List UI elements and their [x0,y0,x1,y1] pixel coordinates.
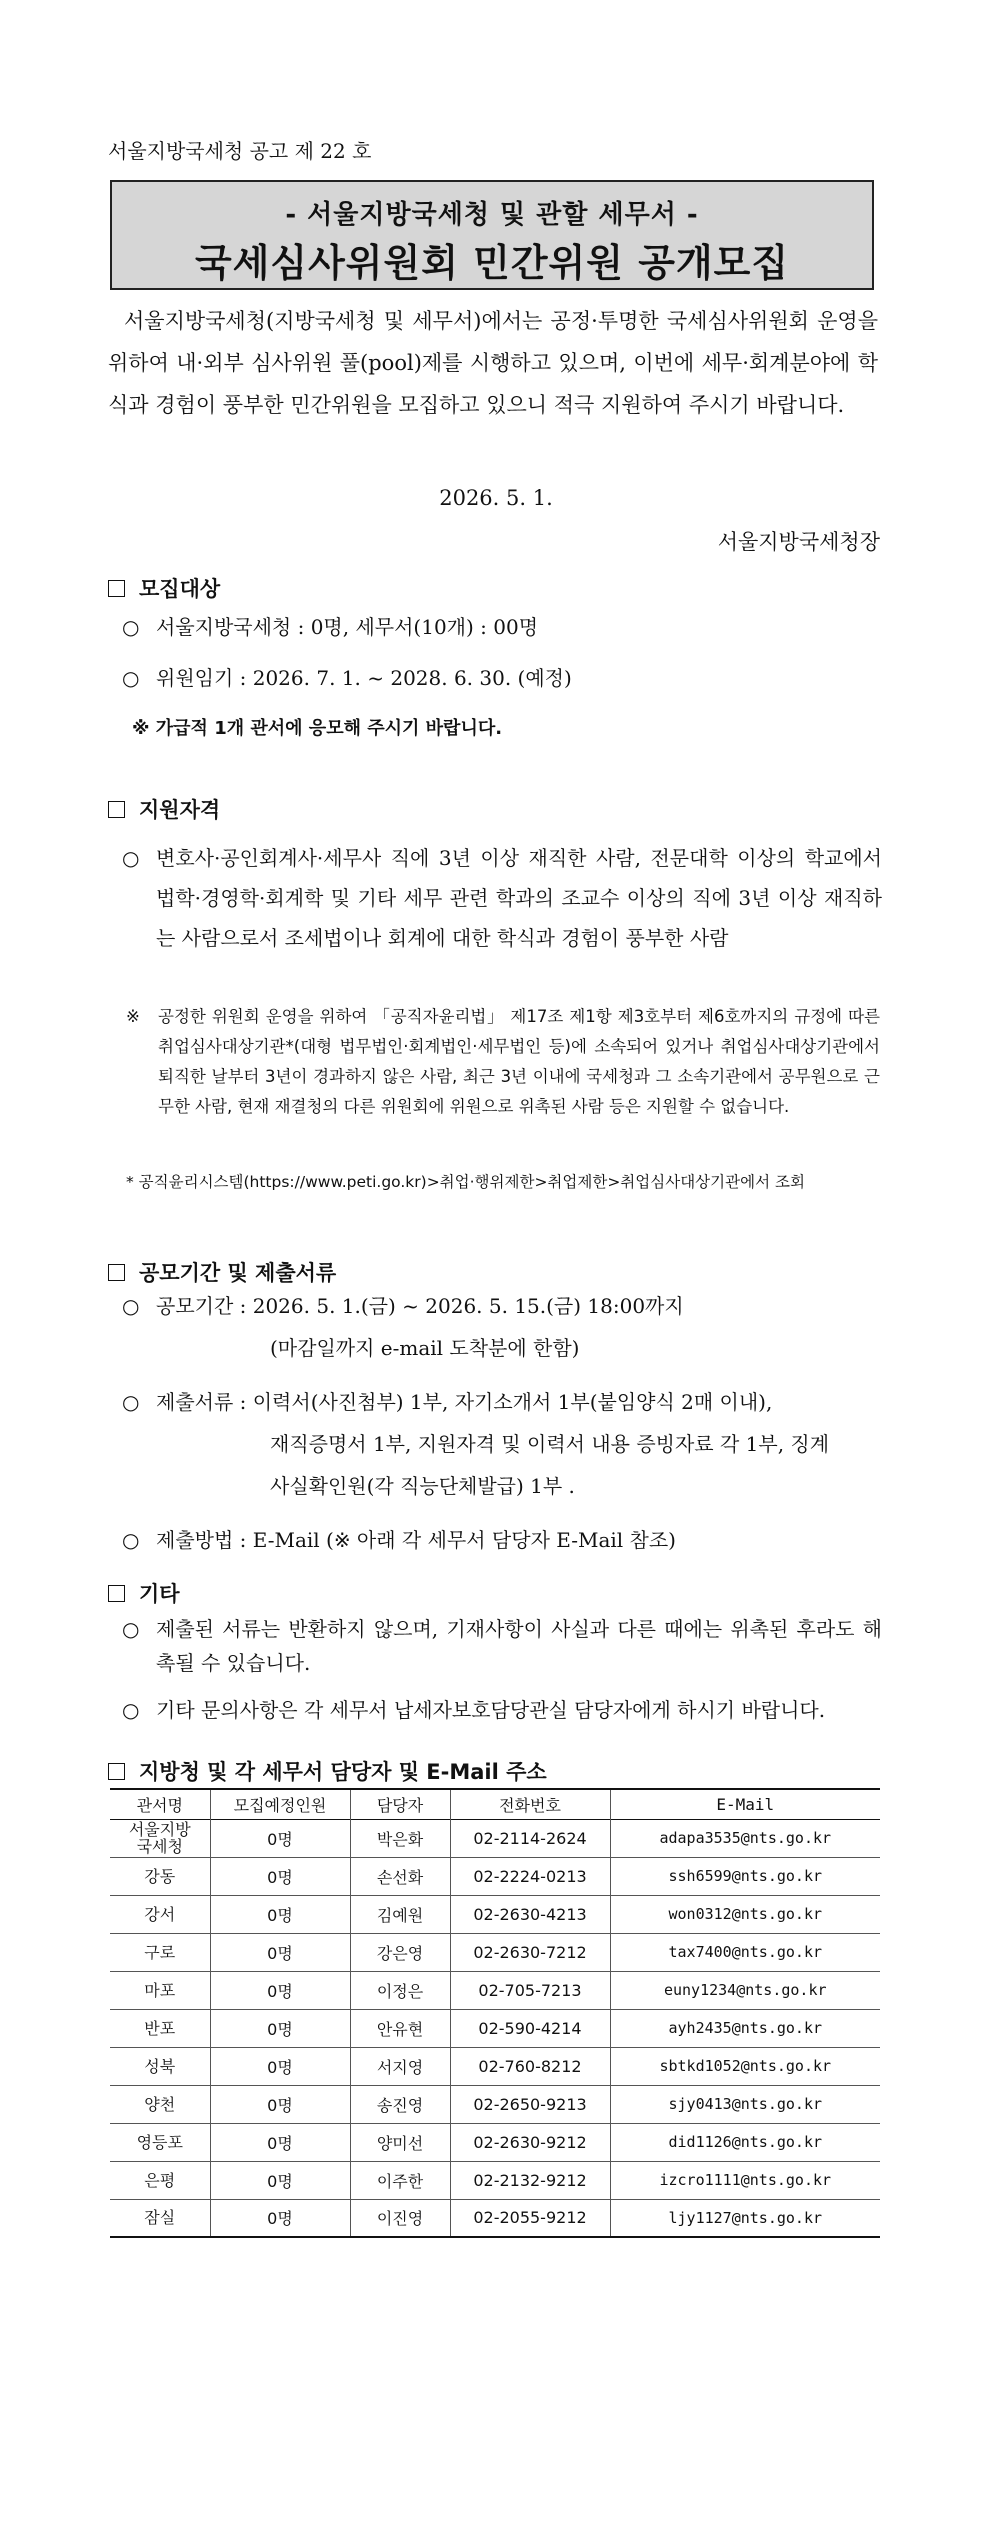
email-cell: tax7400@nts.go.kr [610,1933,880,1971]
email-cell: ljy1127@nts.go.kr [610,2199,880,2237]
column-header: 관서명 [136,1795,183,1815]
section-etc-heading [108,1578,180,1608]
period-value: 2026. 5. 1.(금) ~ 2026. 5. 15.(금) 18:00까지 [252,1294,684,1318]
period-label: 공모기간 [156,1294,234,1318]
docs-line: 재직증명서 1부, 지원자격 및 이력서 내용 증빙자료 각 1부, 징계 [270,1432,830,1456]
etc-item [122,1693,882,1727]
person-cell: 이진영 [350,2199,450,2237]
method-row: ○ 제출방법 : E-Mail (※ 아래 각 세무서 담당자 E-Mail 참조) [122,1522,882,1558]
person-cell: 이정은 [350,1971,450,2009]
office-cell: 마포 [110,1971,210,2009]
qualification-footnote: * 공직윤리시스템(https://www.peti.go.kr)>취업·행위제한>취업제한>취업심사대상기관에서 조회 [126,1173,805,1191]
column-header: 모집예정인원 [210,1789,350,1819]
email-cell: ssh6599@nts.go.kr [610,1857,880,1895]
section-contacts-heading [108,1756,547,1786]
count-cell: 0명 [210,2047,350,2085]
phone-cell: 02-760-8212 [450,2047,610,2085]
count-cell: 0명 [210,2199,350,2237]
office-cell: 은평 [110,2161,210,2199]
section-qualification-heading [108,794,220,824]
email-cell: sjy0413@nts.go.kr [610,2085,880,2123]
column-header: 전화번호 [450,1789,610,1819]
count-cell: 0명 [210,1933,350,1971]
circle-bullet-icon: ○ [122,1617,140,1641]
method-value: E-Mail (※ 아래 각 세무서 담당자 E-Mail 참조) [252,1528,676,1552]
office-cell: 잠실 [110,2199,210,2237]
person-cell: 손선화 [350,1857,450,1895]
phone-cell: 02-2224-0213 [450,1857,610,1895]
count-cell: 0명 [210,2085,350,2123]
section-contacts-title: 지방청 및 각 세무서 담당자 및 E-Mail 주소 [139,1760,547,1784]
square-bullet-icon [108,1264,125,1281]
notice-number: 서울지방국세청 공고 제 22 호 [108,139,372,163]
table-row [110,2123,880,2161]
qualification-note: 공정한 위원회 운영을 위하여 「공직자윤리법」 제17조 제1항 제3호부터 제6호까지의 규정에 따른 취업심사대상기관*(대형 법무법인·회계법인·세무법인 등)에 소속되어 있거나 취업심사대상기관에서 퇴직한 날부터 3년이 경과하지 않은 사람, 최근 3년 이내에 국세청과 그 소속기관에서 공무원으로 근무한 사람, 현재 재결청의 다른 위원회에 위원으로 위촉된 사람 등은 지원할 수 없습니다. [158,1007,880,1116]
person-cell: 강은영 [350,1933,450,1971]
title-box [110,180,874,290]
recruit-item-text: 서울지방국세청 : 0명, 세무서(10개) : 00명 [156,615,539,639]
circle-bullet-icon: ○ [122,1390,140,1414]
phone-cell: 02-2055-9212 [450,2199,610,2237]
count-cell: 0명 [210,2009,350,2047]
qualification-item [122,838,882,958]
square-bullet-icon [108,1763,125,1780]
count-cell: 0명 [210,2161,350,2199]
phone-cell: 02-705-7213 [450,1971,610,2009]
office-cell: 영등포 [110,2123,210,2161]
docs-label: 제출서류 [156,1390,234,1414]
docs-line: 이력서(사진첨부) 1부, 자기소개서 1부(붙임양식 2매 이내), [252,1390,773,1414]
table-row [110,1933,880,1971]
table-row [110,2199,880,2237]
email-cell: ayh2435@nts.go.kr [610,2009,880,2047]
etc-item-text: 제출된 서류는 반환하지 않으며, 기재사항이 사실과 다른 때에는 위촉된 후라도 해촉될 수 있습니다. [156,1617,882,1675]
person-cell: 안유현 [350,2009,450,2047]
email-cell: won0312@nts.go.kr [610,1895,880,1933]
phone-cell: 02-590-4214 [450,2009,610,2047]
email-cell: sbtkd1052@nts.go.kr [610,2047,880,2085]
office-cell: 강서 [110,1895,210,1933]
office-cell: 강동 [110,1857,210,1895]
page-title: 국세심사위원회 민간위원 공개모집 [194,241,790,285]
person-cell: 박은화 [350,1819,450,1857]
table-header-row [110,1789,880,1819]
phone-cell: 02-2630-7212 [450,1933,610,1971]
recruit-item-text: 위원임기 : 2026. 7. 1. ~ 2028. 6. 30. (예정) [156,666,572,690]
table-row [110,2009,880,2047]
person-cell: 서지영 [350,2047,450,2085]
circle-bullet-icon: ○ [122,1294,140,1318]
etc-item [122,1612,882,1680]
office-cell: 양천 [110,2085,210,2123]
office-cell: 서울지방 국세청 [110,1819,210,1857]
intro-paragraph: 서울지방국세청(지방국세청 및 세무서)에서는 공정·투명한 국세심사위원회 운영을 위하여 내·외부 심사위원 풀(pool)제를 시행하고 있으며, 이번에 세무·회계분야에 학식과 경험이 풍부한 민간위원을 모집하고 있으니 적극 지원하여 주시기 바랍니다. [108,309,878,417]
table-row [110,1857,880,1895]
email-cell: izcro1111@nts.go.kr [610,2161,880,2199]
contacts-table-body [110,1819,880,2237]
square-bullet-icon [108,580,125,597]
column-header: E-Mail [610,1789,880,1819]
circle-bullet-icon: ○ [122,666,140,690]
docs-line: 사실확인원(각 직능단체발급) 1부 . [270,1474,575,1498]
section-recruit-heading [108,573,220,603]
phone-cell: 02-2650-9213 [450,2085,610,2123]
phone-cell: 02-2132-9212 [450,2161,610,2199]
count-cell: 0명 [210,1857,350,1895]
circle-bullet-icon: ○ [122,1698,140,1722]
circle-bullet-icon: ○ [122,846,140,870]
table-row [110,2161,880,2199]
count-cell: 0명 [210,1895,350,1933]
square-bullet-icon [108,1585,125,1602]
column-header: 담당자 [350,1789,450,1819]
email-cell: did1126@nts.go.kr [610,2123,880,2161]
recruit-item [122,661,882,695]
section-period-title: 공모기간 및 제출서류 [139,1261,337,1285]
etc-item-text: 기타 문의사항은 각 세무서 납세자보호담당관실 담당자에게 하시기 바랍니다. [156,1698,826,1722]
section-qualification-title: 지원자격 [139,798,221,822]
square-bullet-icon [108,801,125,818]
table-row [110,1895,880,1933]
count-cell: 0명 [210,1819,350,1857]
period-row: ○ 공모기간 : 2026. 5. 1.(금) ~ 2026. 5. 15.(금) 18:00까지 [122,1288,882,1324]
phone-cell: 02-2630-4213 [450,1895,610,1933]
person-cell: 양미선 [350,2123,450,2161]
section-recruit-title: 모집대상 [139,577,221,601]
table-row [110,2085,880,2123]
email-cell: euny1234@nts.go.kr [610,1971,880,2009]
recruit-item [122,610,882,644]
notice-date: 2026. 5. 1. [439,486,553,510]
period-sub: (마감일까지 e-mail 도착분에 한함) [270,1336,580,1360]
table-row [110,1819,880,1857]
table-row [110,1971,880,2009]
qualification-note-mark: ※ [126,1007,140,1026]
person-cell: 김예원 [350,1895,450,1933]
docs-row: ○ 제출서류 : 이력서(사진첨부) 1부, 자기소개서 1부(붙임양식 2매 이내), [122,1384,882,1420]
table-row [110,2047,880,2085]
section-etc-title: 기타 [139,1582,180,1606]
person-cell: 송진영 [350,2085,450,2123]
title-subtitle: - 서울지방국세청 및 관할 세무서 - [285,200,699,230]
office-cell: 성북 [110,2047,210,2085]
office-cell: 구로 [110,1933,210,1971]
circle-bullet-icon: ○ [122,1528,140,1552]
contacts-table [110,1788,880,2238]
person-cell: 이주한 [350,2161,450,2199]
phone-cell: 02-2114-2624 [450,1819,610,1857]
qualification-text: 변호사·공인회계사·세무사 직에 3년 이상 재직한 사람, 전문대학 이상의 학교에서 법학·경영학·회계학 및 기타 세무 관련 학과의 조교수 이상의 직에 3년 이상 재직하는 사람으로서 조세법이나 회계에 대한 학식과 경험이 풍부한 사람 [156,846,882,950]
section-period-heading [108,1257,336,1287]
phone-cell: 02-2630-9212 [450,2123,610,2161]
issuer: 서울지방국세청장 [717,530,880,554]
office-cell: 반포 [110,2009,210,2047]
email-cell: adapa3535@nts.go.kr [610,1819,880,1857]
contacts-table-wrap [110,1788,880,2238]
count-cell: 0명 [210,2123,350,2161]
circle-bullet-icon: ○ [122,615,140,639]
count-cell: 0명 [210,1971,350,2009]
recruit-note: ※ 가급적 1개 관서에 응모해 주시기 바랍니다. [132,718,503,739]
method-label: 제출방법 [156,1528,234,1552]
